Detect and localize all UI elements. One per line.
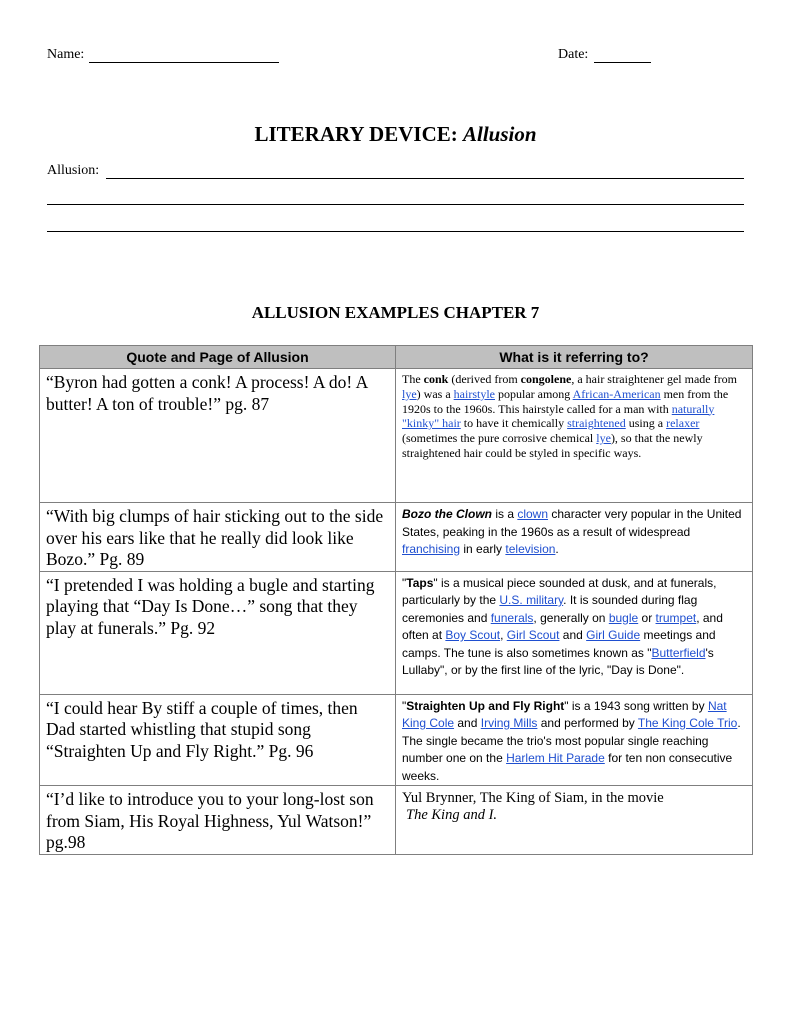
reference-text: . It is sounded during flag ceremonies and [402,593,698,625]
reference-cell [396,786,753,855]
quote-cell: “I pretended I was holding a bugle and starting playing that “Day Is Done…” song that they play at funerals.” Pg. 92 [40,571,396,694]
header-reference: What is it referring to? [396,346,753,369]
reference-text: and [454,716,481,730]
reference-text: " is a musical piece sounded at dusk, and at funerals, particularly by the [402,575,717,607]
reference-text: Straighten Up and Fly Right [406,698,565,713]
reference-text: , generally on [533,610,609,625]
reference-text: , [500,628,507,642]
reference-text: congolene [520,372,572,386]
reference-text: is a [492,507,518,521]
reference-text: men from the 1920s to the 1960s. This hairstyle called for a man with [402,386,729,416]
name-field[interactable] [89,62,279,63]
reference-text: meetings and camps. The tune is also sometimes known as " [402,628,716,660]
reference-text: (derived from [448,372,521,386]
title-prefix: LITERARY DEVICE: [254,122,458,146]
quote-cell: “I’d like to introduce you to your long-lost son from Siam, His Royal Highness, Yul Watson!” pg.98 [40,786,396,855]
reference-link[interactable]: trumpet [655,610,697,625]
examples-heading: ALLUSION EXAMPLES CHAPTER 7 [251,303,540,322]
reference-link[interactable]: funerals [490,610,534,625]
reference-text: The [402,372,424,386]
reference-link[interactable]: lye [596,431,611,446]
reference-link[interactable]: television [505,542,556,556]
definition-line-2[interactable] [47,204,744,205]
reference-cell [396,694,753,786]
definition-line-1[interactable] [106,178,744,179]
reference-text: conk [423,372,449,386]
reference-text: Bozo the Clown [402,507,492,521]
reference-text: . The single became the trio's most popular single reaching number one on the [402,716,741,765]
reference-cell [396,571,753,694]
header-quote: Quote and Page of Allusion [40,346,396,369]
reference-text: , a hair straightener gel made from [571,372,737,386]
reference-link[interactable]: U.S. military [499,593,564,607]
reference-text: Taps [406,575,434,590]
reference-cell [396,503,753,572]
name-label: Name: [47,47,85,62]
table-row [40,503,753,572]
reference-text: in early [460,542,506,556]
reference-text: using a [625,416,667,431]
date-field[interactable] [594,62,651,63]
reference-text: to have it chemically [460,416,568,431]
reference-link[interactable]: The King Cole Trio [637,716,738,730]
quote-cell: “With big clumps of hair sticking out to the side over his ears like that he really did look like Bozo.” Pg. 89 [40,503,396,572]
allusion-table [39,345,753,855]
reference-link[interactable]: hairstyle [453,386,495,401]
reference-text: or [638,610,656,625]
table-row [40,571,753,694]
reference-text: , and often at [402,610,723,642]
allusion-label: Allusion: [47,163,100,178]
date-label: Date: [558,47,589,62]
reference-link[interactable]: Girl Guide [586,628,641,642]
reference-text: " is a 1943 song written by [564,698,708,713]
reference-text: . [555,542,559,556]
reference-line: Yul Brynner, The King of Siam, in the movie [402,790,664,806]
reference-text: (sometimes the pure corrosive chemical [402,431,597,446]
reference-link[interactable]: Irving Mills [480,716,538,730]
reference-text: and performed by [537,716,638,730]
title-italic: Allusion [462,122,537,146]
reference-text: ), so that the newly straightened hair could be styled in specific ways. [402,431,703,460]
table-header-row [40,346,753,369]
reference-link[interactable]: relaxer [666,416,700,431]
quote-cell: “Byron had gotten a conk! A process! A do! A butter! A ton of trouble!” pg. 87 [40,369,396,503]
reference-link[interactable]: naturally "kinky" hair [402,401,715,431]
reference-link[interactable]: bugle [608,610,639,625]
reference-text: " [402,698,407,713]
reference-link[interactable]: franchising [402,542,461,556]
reference-link[interactable]: straightened [567,416,626,431]
reference-link[interactable]: lye [402,386,417,401]
reference-text: " [402,575,407,590]
definition-line-3[interactable] [47,231,744,232]
reference-link[interactable]: Butterfield [651,645,706,660]
reference-link[interactable]: African-American [572,386,661,401]
reference-link[interactable]: clown [517,507,549,521]
reference-text: popular among [494,386,573,401]
reference-text: 's Lullaby", or by the first line of the lyric, "Day is Done". [402,645,714,677]
page-title [0,122,791,147]
reference-link[interactable]: Nat King Cole [402,698,727,730]
quote-cell: “I could hear By stiff a couple of times, then Dad started whistling that stupid song “Straighten Up and Fly Right.” Pg. 96 [40,694,396,786]
reference-text: ) was a [416,386,454,401]
table-row [40,369,753,503]
movie-title: The King and I. [406,807,498,823]
reference-text: for ten non consecutive weeks. [402,751,733,783]
reference-text: and [559,628,587,642]
reference-cell [396,369,753,503]
reference-link[interactable]: Girl Scout [506,628,560,642]
reference-text: character very popular in the United States, peaking in the 1960s as a result of widespread [402,507,742,539]
reference-link[interactable]: Boy Scout [445,628,501,642]
table-row [40,694,753,786]
table-row [40,786,753,855]
reference-link[interactable]: Harlem Hit Parade [506,751,605,765]
